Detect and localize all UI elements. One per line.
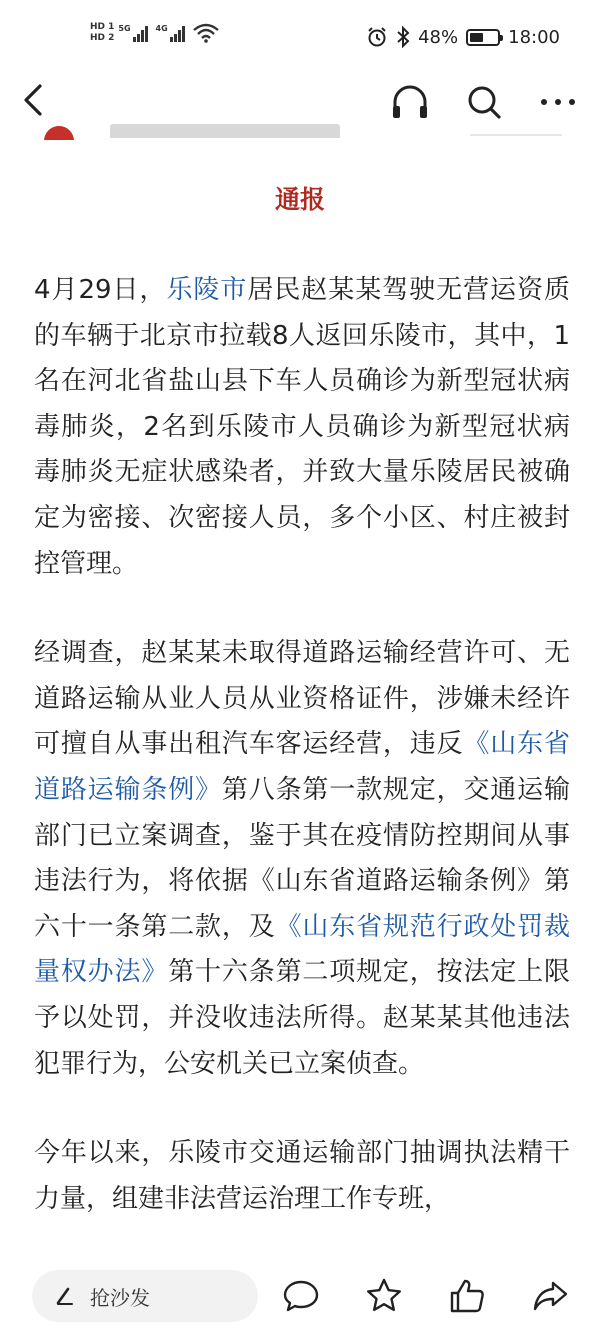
share-icon[interactable] [530, 1276, 570, 1316]
search-icon[interactable] [462, 80, 506, 124]
signal-icon [118, 24, 147, 42]
comment-icon[interactable] [281, 1276, 321, 1316]
wifi-icon [193, 23, 219, 43]
more-icon[interactable] [536, 80, 580, 124]
star-icon[interactable] [364, 1276, 404, 1316]
status-left [90, 22, 219, 44]
bottom-bar [0, 1258, 600, 1333]
hd2-label: HD 2 [90, 33, 115, 43]
bluetooth-icon [396, 26, 410, 48]
headphones-icon[interactable] [388, 80, 432, 124]
source-divider [470, 134, 562, 136]
hd1-label: HD 1 [90, 22, 115, 32]
source-logo [44, 126, 74, 140]
comment-input[interactable] [32, 1270, 258, 1322]
signal-icon-2 [156, 24, 185, 42]
thumbs-up-icon[interactable] [447, 1276, 487, 1316]
p1-prefix: 4月29日， [34, 275, 167, 305]
nav-bar [0, 70, 600, 130]
p2-b: 第八条第一款规定，交通运输部门已立案调查，鉴于其在疫情防控期间从事违法行为，将依据《山东省道路运输条例》第六十一条第二款，及 [34, 774, 570, 942]
battery-fill [470, 33, 482, 42]
paragraph-1 [34, 268, 570, 587]
link-penalty-discretion-measures[interactable]: 《山东省规范行政处罚裁量权办法》 [34, 911, 570, 988]
network2-label: 4G [155, 24, 168, 33]
article-title: 通报 [274, 185, 325, 214]
network1-label: 5G [118, 24, 131, 33]
paragraph-2 [34, 631, 570, 1087]
alarm-icon [366, 26, 388, 48]
battery-percent: 48% [418, 26, 459, 48]
battery-icon [466, 29, 500, 46]
source-strip-cut [0, 122, 600, 140]
status-bar [0, 0, 600, 70]
paragraph-3: 今年以来，乐陵市交通运输部门抽调执法精干力量，组建非法营运治理工作专班， [34, 1138, 570, 1214]
clock: 18:00 [508, 26, 560, 48]
p2-a: 经调查，赵某某未取得道路运输经营许可、无道路运输从业人员从业资格证件，涉嫌未经许可擅自从事出租汽车客运经营，违反 [34, 638, 570, 760]
status-right [366, 26, 560, 48]
p1-rest: 居民赵某某驾驶无营运资质的车辆于北京市拉载8人返回乐陵市，其中，1名在河北省盐山县下车人员确诊为新型冠状病毒肺炎，2名到乐陵市人员确诊为新型冠状病毒肺炎无症状感染者，并致大量乐陵居民被确定为密接、次密接人员，多个小区、村庄被封控管理。 [34, 275, 570, 579]
article-body [34, 268, 570, 1266]
p2-c: 第十六条第二项规定，按法定上限予以处罚，并没收违法所得。赵某某其他违法犯罪行为，公安机关已立案侦查。 [34, 957, 570, 1079]
pen-icon [54, 1285, 76, 1307]
hd-indicator [90, 22, 114, 44]
back-icon[interactable] [18, 80, 48, 120]
link-leling[interactable]: 乐陵市 [166, 275, 248, 305]
source-line [110, 124, 340, 140]
comment-placeholder: 抢沙发 [90, 1285, 150, 1310]
link-road-transport-regulation[interactable]: 《山东省道路运输条例》 [34, 729, 570, 805]
